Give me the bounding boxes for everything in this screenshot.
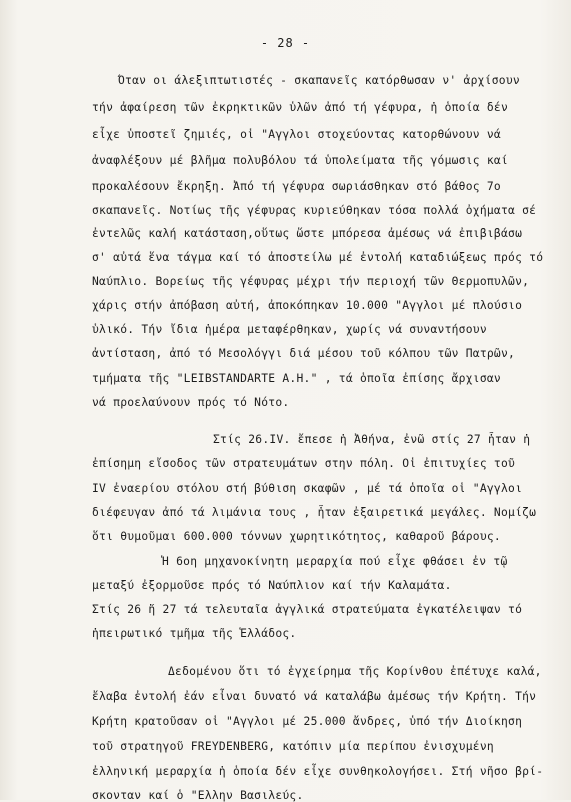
text-line: ἐντελῶς καλή κατάσταση,οὕτως ὥστε μπόρεσα ἀμέσως νά ἐπιβιβάσω <box>92 227 523 240</box>
text-line: χάρις στήν ἀπόβαση αὐτή, ἀποκόπηκαν 10.000 "Αγγλοι μέ πλούσιο <box>92 299 523 312</box>
text-line: Ἡ 6οη μηχανοκίνητη μεραρχία πού εἶχε φθάσει ἐν τῷ <box>162 555 508 568</box>
text-line: μεταξύ ἐξορμοῦσε πρός τό Ναύπλιον καί τήν Καλαμάτα. <box>92 579 452 592</box>
text-line: τοῦ στρατηγοῦ FREYDENBERG, κατόπιν μία περίπου ἐνισχυμένη <box>92 740 494 753</box>
text-line: ἀντίσταση, ἀπό τό Μεσολόγγι διά μέσου τοῦ κόλπου τῶν Πατρῶν, <box>92 347 516 360</box>
text-line: ὅτι θυμοῦμαι 600.000 τόννων χωρητικότητος, καθαροῦ βάρους. <box>92 530 501 543</box>
text-line: Στίς 26 ἤ 27 τά τελευταῖα ἀγγλικά στρατεύματα ἐγκατέλειψαν τό <box>92 603 523 616</box>
text-line: τμήματα τῆς "LEIBSTANDARTE A.H." , τά ὁποῖα ἐπίσης ἄρχισαν <box>92 372 501 385</box>
text-line: Δεδομένου ὅτι τό ἐγχείρημα τῆς Κορίνθου ἐπέτυχε καλά, <box>168 665 542 678</box>
text-line: Ναύπλιο. Βορείως τῆς γέφυρας μέχρι τήν περιοχή τῶν Θερμοπυλῶν, <box>92 275 530 288</box>
text-line: εἶχε ὑποστεῖ ζημιές, οἱ "Αγγλοι στοχεύοντας κατορθώνουν νά <box>92 128 501 141</box>
text-line: ἔλαβα ἐντολή ἐάν εἶναι δυνατό νά καταλάβω ἀμέσως τήν Κρήτη. Τήν <box>92 690 537 703</box>
text-line: σκονταν καί ὁ "Ελλην Βασιλεύς. <box>92 789 304 802</box>
text-line: Κρήτη κρατοῦσαν οἱ "Αγγλοι μέ 25.000 ἄνδρες, ὑπό τήν Διοίκηση <box>92 715 523 728</box>
text-line: διέφευγαν ἀπό τά λιμάνια τους , ἦταν ἐξαιρετικά μεγάλες. Νομίζω <box>92 506 537 519</box>
text-line: προκαλέσουν ἔκρηξη. Ἀπό τή γέφυρα σωριάσθηκαν στό βάθος 7ο <box>92 180 501 193</box>
text-line: IV ἐναερίου στόλου στή βύθιση σκαφῶν , μέ τά ὁποῖα οἱ "Αγγλοι <box>92 482 523 495</box>
text-line: νά προελαύνουν πρός τό Νότο. <box>92 396 290 409</box>
page-number: - 28 - <box>260 36 311 50</box>
text-line: ἐπίσημη εἴσοδος τῶν στρατευμάτων στην πόλη. Οἱ ἐπιτυχίες τοῦ <box>92 457 516 470</box>
text-line: ἀναφλέξουν μέ βλῆμα πολυβόλου τά ὑπολείματα τῆς γόμωσις καί <box>92 154 509 167</box>
text-line: ἠπειρωτικό τμῆμα τῆς Ἑλλάδος. <box>92 627 297 640</box>
text-line: τήν ἀφαίρεση τῶν ἐκρηκτικῶν ὑλῶν ἀπό τή γέφυρα, ἡ ὁποία δέν <box>92 101 509 114</box>
text-line: σ' αὐτά ἕνα τάγμα καί τό ἀποστείλω μέ ἐντολή καταδιώξεως πρός τό <box>92 251 544 264</box>
text-line: σκαπανεῖς. Νοτίως τῆς γέφυρας κυριεύθηκαν τόσα πολλά ὀχήματα σέ <box>92 204 537 217</box>
text-line: ἐλληνική μεραρχία ἡ ὁποία δέν εἶχε συνθηκολογήσει. Στή νῆσο βρί- <box>92 765 544 778</box>
text-line: Στίς 26.IV. ἔπεσε ἡ Ἀθήνα, ἐνῶ στίς 27 ἦταν ἡ <box>213 433 531 446</box>
text-line: Όταν οι άλεξιπτωτιστές - σκαπανεῖς κατόρθωσαν ν' ἀρχίσουν <box>118 74 520 87</box>
text-line: ὑλικό. Τήν ἴδια ἡμέρα μεταφέρθηκαν, χωρίς νά συναντήσουν <box>92 323 487 336</box>
